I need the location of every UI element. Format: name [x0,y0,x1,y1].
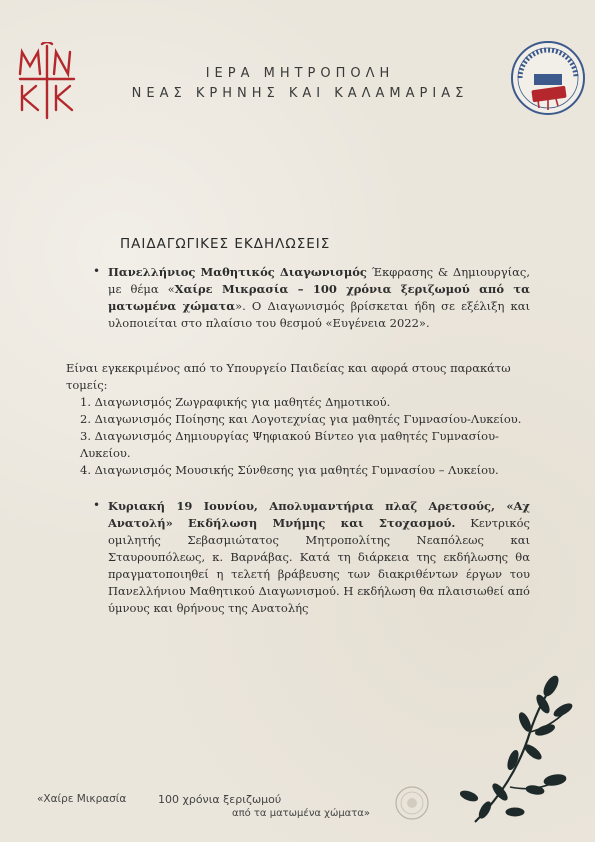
header-line-2: ΝΕΑΣ ΚΡΗΝΗΣ ΚΑΙ ΚΑΛΑΜΑΡΙΑΣ [131,86,469,101]
paragraph-competition [108,264,530,332]
header-title [90,64,510,104]
intro-text: Είναι εγκεκριμένος από το Υπουργείο Παιδείας και αφορά στους παρακάτω τομείς: [66,361,511,392]
list-item: 3. Διαγωνισμός Δημιουργίας Ψηφιακού Βίντεο για μαθητές Γυμνασίου-Λυκείου. [80,429,499,460]
competition-text-a: Έκφρασης & Δημιουργίας, με θέμα « [108,265,530,296]
competition-title: Πανελλήνιος Μαθητικός Διαγωνισμός [108,265,367,279]
header-line-1: ΙΕΡΑ ΜΗΤΡΟΠΟΛΗ [205,66,395,81]
category-list [66,394,546,479]
olive-branch-icon [455,672,580,832]
list-item: 2. Διαγωνισμός Ποίησης και Λογοτεχνίας για μαθητές Γυμνασίου-Λυκείου. [80,412,522,426]
section-heading: ΠΑΙΔΑΓΩΓΙΚΕΣ ΕΚΔΗΛΩΣΕΙΣ [120,236,331,252]
monogram-cross-icon [10,42,85,120]
bullet-1: • [93,264,101,278]
list-item: 1. Διαγωνισμός Ζωγραφικής για μαθητές Δημοτικού. [80,395,391,409]
competition-theme: Χαίρε Μικρασία – 100 χρόνια ξεριζωμού από τα ματωμένα χώματα [108,282,530,313]
footer-text-1: «Χαίρε Μικρασία [37,793,127,805]
bullet-2: • [93,498,101,512]
anniversary-seal-icon [508,38,588,118]
paragraph-event [108,498,530,617]
footer-seal-icon [394,785,430,821]
event-title: Κυριακή 19 Ιουνίου, Απολυμαντήρια πλαζ Αρετσούς, «Αχ Ανατολή» Εκδήλωση Μνήμης και Στοχασμού. [108,499,530,530]
event-text: Κεντρικός ομιλητής Σεβασμιώτατος Μητροπολίτης Νεαπόλεως και Σταυρουπόλεως, κ. Βαρνάβας. Κατά τη διάρκεια της εκδήλωσης θα πραγματοποιηθεί η τελετή βράβευσης των διακριθέντων έργων του Πανελλήνιου Μαθητικού Διαγωνισμού. Η εκδήλωση θα πλαισιωθεί από ύμνους και θρήνους της Ανατολής [108,516,530,615]
list-item: 4. Διαγωνισμός Μουσικής Σύνθεσης για μαθητές Γυμνασίου – Λυκείου. [80,463,499,477]
footer-text-2: 100 χρόνια ξεριζωμού [158,793,282,806]
competition-text-b: ». Ο Διαγωνισμός βρίσκεται ήδη σε εξέλιξη και υλοποιείται στο πλαίσιο του θεσμού «Ευγένεια 2022». [108,299,530,330]
footer-text-3: από τα ματωμένα χώματα» [232,808,371,819]
